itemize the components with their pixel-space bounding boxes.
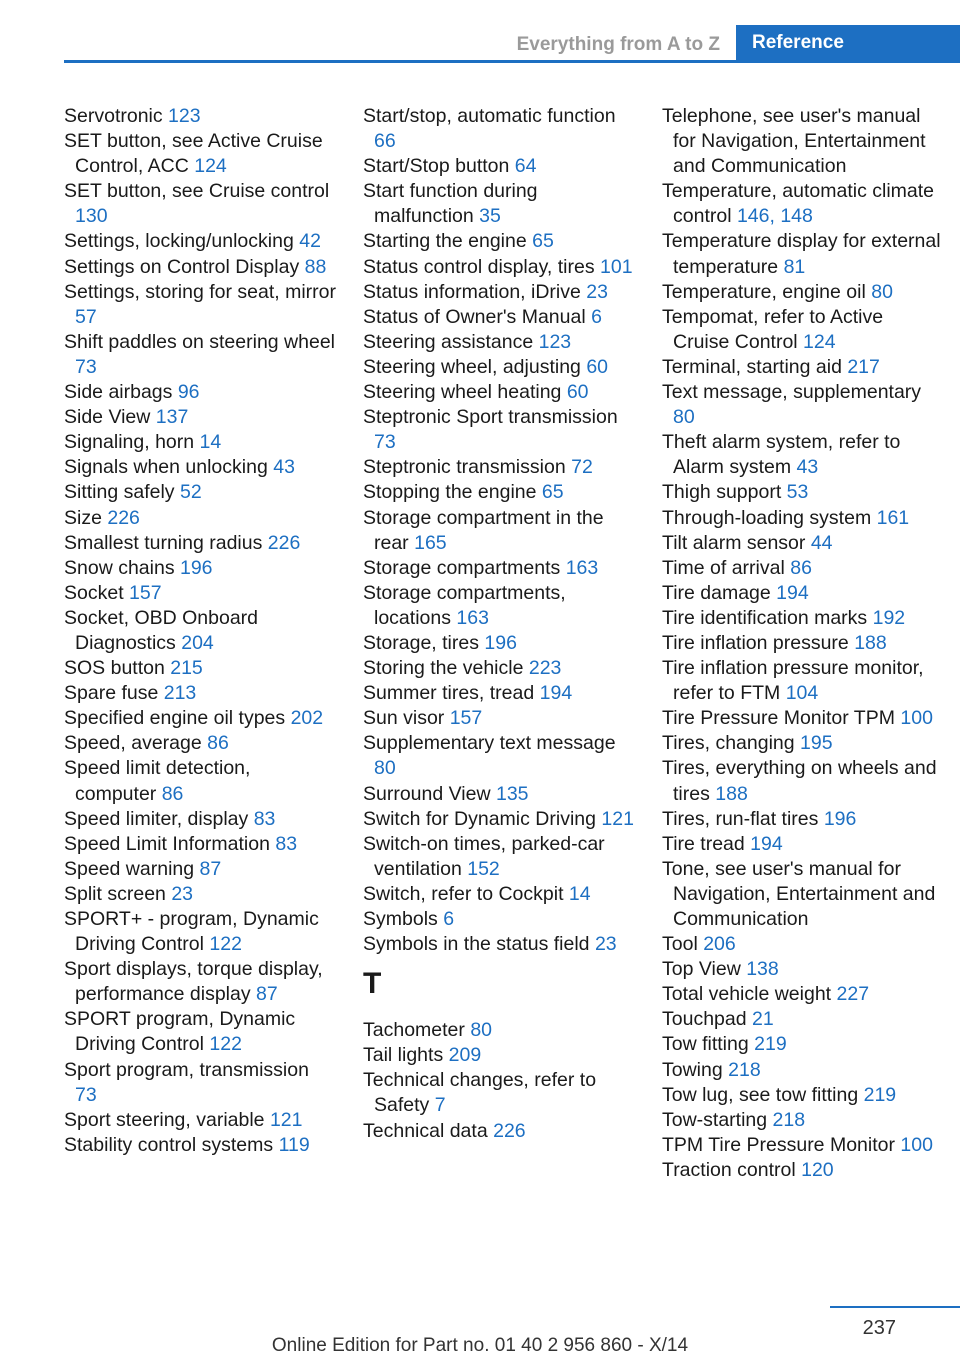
index-entry [363,882,638,907]
index-entry-term: Tire tread [662,832,751,855]
page-reference-link[interactable]: 73 [374,431,396,454]
page-reference-link[interactable]: 219 [754,1033,787,1056]
page-reference-link[interactable]: 101 [600,255,633,278]
index-entry-term: Touchpad [662,1008,752,1031]
index-entry-term: Tire Pressure Monitor TPM [662,707,901,730]
index-entry-term: Steptronic transmission [363,456,572,479]
index-entry [662,104,944,179]
index-entry [363,1119,638,1144]
index-entry [64,706,336,731]
page-reference-link[interactable]: 227 [836,983,870,1006]
index-entry-term: Status of Owner's Manual [363,305,592,328]
page-reference-link[interactable]: 192 [872,606,906,629]
index-entry [363,380,638,405]
index-entry [64,807,336,832]
index-entry [662,305,944,355]
index-entry [662,380,944,430]
index-entry-term: Tilt alarm sensor [662,531,811,554]
page-reference-link[interactable]: 122 [209,1033,242,1056]
index-entry [64,104,336,129]
index-entry-term: Steptronic Sport transmission [363,406,618,429]
index-entry-term: Text message, supplementary [662,381,922,404]
page-number: 237 [862,1317,896,1339]
index-entry-term: SET button, see Active Cruise Control, ACC [64,130,323,178]
index-entry-term: Tool [662,933,704,956]
index-entry [662,1007,944,1032]
page-reference-link[interactable]: 66 [374,130,396,153]
page-reference-link[interactable]: 60 [586,355,609,378]
page-reference-link[interactable]: 196 [484,631,517,654]
index-entry [662,631,944,656]
page-reference-link[interactable]: 14 [568,882,591,905]
index-entry [662,982,944,1007]
page-reference-link[interactable]: 213 [163,682,197,705]
page-reference-link[interactable]: 196 [179,556,213,579]
page-reference-link[interactable]: 80 [871,280,893,303]
index-entry [662,832,944,857]
page-reference-link[interactable]: 163 [565,556,599,579]
page-reference-link[interactable]: 35 [479,205,501,228]
index-entry-term: Storage compartments, locations [363,581,566,629]
page-reference-link[interactable]: 96 [177,381,200,404]
index-entry [64,380,336,405]
index-entry-term: Signals when unlocking [64,456,274,479]
index-entry-term: Split screen [64,882,172,905]
index-entry-term: Tachometer [363,1019,471,1042]
index-entry [662,581,944,606]
index-entry [64,556,336,581]
index-entry-term: Steering wheel heating [363,381,567,404]
index-entry [363,255,638,280]
index-entry [363,455,638,480]
index-entry [363,731,638,781]
page-header [0,25,960,63]
page-reference-link[interactable]: 57 [75,305,97,328]
page-reference-link[interactable]: 218 [772,1108,806,1131]
page-reference-link[interactable]: 53 [786,481,809,504]
index-entry-term: Time of arrival [662,556,791,579]
page-reference-link[interactable]: 194 [776,581,809,604]
index-entry [662,1133,944,1158]
page-reference-link[interactable]: 73 [75,355,97,378]
page-reference-link[interactable]: 121 [269,1108,303,1131]
page-reference-link[interactable]: 86 [790,556,812,579]
index-entry [662,1083,944,1108]
index-entry [662,1158,944,1183]
index-entry [662,656,944,706]
index-entry [662,531,944,556]
page-reference-link[interactable]: 152 [467,857,500,880]
index-entry-term: Tail lights [363,1044,449,1067]
index-entry-term: Storing the vehicle [363,657,529,680]
page-reference-link[interactable]: 42 [299,230,321,253]
index-entry [662,606,944,631]
page-reference-link[interactable]: 121 [601,807,634,830]
index-entry [64,179,336,229]
index-entry [363,681,638,706]
index-entry-term: Servotronic [64,105,169,127]
page-reference-link[interactable]: 122 [209,933,242,956]
index-entry [64,1007,336,1057]
index-entry [64,1108,336,1133]
page-reference-link[interactable]: 60 [566,381,589,404]
index-entry-term: Terminal, starting aid [662,355,848,378]
index-entry-term: Snow chains [64,556,180,579]
index-entry [363,782,638,807]
page-reference-link[interactable]: 6 [591,305,602,328]
page-reference-link[interactable]: 165 [414,531,447,554]
header-rule [64,60,960,63]
index-entry [64,129,336,179]
index-entry-term: Switch, refer to Cockpit [363,882,569,905]
index-entry-term: Spare fuse [64,682,164,705]
index-entry [64,731,336,756]
page-reference-link[interactable]: 219 [863,1083,897,1106]
page-reference-link[interactable]: 138 [746,958,779,981]
page-reference-link[interactable]: 86 [207,732,229,755]
page-reference-link[interactable]: 100 [900,707,933,730]
page-reference-link[interactable]: 88 [304,255,327,278]
index-entry-term: Signaling, horn [64,431,200,454]
index-entry [662,1058,944,1083]
page-reference-link[interactable]: 226 [107,506,140,529]
page-reference-link[interactable]: 124 [194,155,227,178]
page-reference-link[interactable]: 123 [538,330,572,353]
page-reference-link[interactable]: 195 [800,732,833,755]
index-entry [662,480,944,505]
page-reference-link[interactable]: 86 [161,782,184,805]
index-entry-term: Tow-starting [662,1108,773,1131]
index-entry [662,1108,944,1133]
page-reference-link[interactable]: 194 [539,682,573,705]
index-entry-term: Technical changes, refer to Safety [363,1069,597,1117]
index-entry-term: Top View [662,958,747,981]
index-entry [64,1058,336,1108]
index-entry [64,330,336,380]
section-letter: T [363,967,382,1001]
page-reference-link[interactable]: 146, 148 [736,205,813,228]
index-entry [662,1032,944,1057]
index-entry [363,1018,638,1043]
index-entry-term: Switch-on times, parked-car ventilation [363,832,605,880]
index-entry-term: Sport displays, torque display, performance display [64,958,323,1006]
index-entry-term: Sitting safely [64,481,180,504]
index-entry [662,229,944,279]
page-reference-link[interactable]: 218 [728,1058,761,1081]
index-entry [363,480,638,505]
page-reference-link[interactable]: 157 [449,707,483,730]
page-reference-link[interactable]: 226 [493,1119,526,1142]
page-reference-link[interactable]: 163 [456,606,489,629]
index-entry [662,556,944,581]
page-reference-link[interactable]: 204 [181,631,214,654]
index-entry [662,706,944,731]
page-reference-link[interactable]: 161 [876,506,910,529]
index-entry [64,405,336,430]
index-entry [363,280,638,305]
page-reference-link[interactable]: 80 [374,757,396,780]
index-entry-term: Settings, locking/unlocking [64,230,300,253]
page-reference-link[interactable]: 83 [253,807,276,830]
index-entry [64,455,336,480]
index-entry-term: Tires, everything on wheels and tires [662,757,937,805]
index-entry [662,932,944,957]
index-entry-term: Theft alarm system, refer to Alarm system [662,431,901,479]
index-entry [64,756,336,806]
index-entry [363,807,638,832]
header-section-title: Everything from A to Z [516,34,720,55]
index-entry [363,229,638,254]
page-reference-link[interactable]: 188 [854,631,887,654]
index-entry-term: Telephone, see user's manual for Navigation, Entertainment and Communication [662,105,926,178]
index-entry-term: Speed, average [64,732,208,755]
index-entry [363,1043,638,1068]
index-column-1 [64,104,336,1158]
page-reference-link[interactable]: 43 [796,456,819,479]
page-reference-link[interactable]: 65 [532,230,554,253]
index-entry [363,932,638,957]
index-entry [363,1068,638,1118]
index-entry-term: Total vehicle weight [662,983,837,1006]
page-reference-link[interactable]: 44 [810,531,833,554]
index-entry-term: Tow fitting [662,1033,755,1056]
index-entry [64,531,336,556]
index-entry [64,656,336,681]
page-reference-link[interactable]: 124 [803,330,836,353]
index-entry-term: Side View [64,406,156,429]
index-entry-term: Steering assistance [363,330,539,353]
index-entry-term: Speed limit detection, computer [64,757,251,805]
index-column-3 [662,104,944,1183]
page-reference-link[interactable]: 14 [199,431,222,454]
index-entry [363,104,638,154]
page-reference-link[interactable]: 80 [673,406,695,429]
index-entry-term: Symbols [363,908,444,930]
footer-rule [830,1306,960,1308]
index-entry [363,330,638,355]
page-reference-link[interactable]: 119 [278,1133,310,1156]
index-entry [64,280,336,330]
index-entry-term: Storage, tires [363,631,485,654]
index-entry [662,957,944,982]
index-entry [64,255,336,280]
index-entry [662,857,944,932]
index-entry-term: Side airbags [64,381,178,404]
index-entry-term: Specified engine oil types [64,707,291,730]
index-entry [64,606,336,656]
index-entry-term: Sport program, transmission [64,1058,309,1081]
index-entry-term: Speed limiter, display [64,807,254,830]
page-reference-link[interactable]: 6 [443,908,455,930]
index-entry [363,581,638,631]
index-entry-term: Supplementary text message [363,732,616,755]
index-entry-term: Speed warning [64,857,200,880]
index-entry [64,857,336,882]
index-entry-term: TPM Tire Pressure Monitor [662,1133,901,1156]
page-reference-link[interactable]: 188 [715,782,748,805]
page-reference-link[interactable]: 52 [179,481,202,504]
index-entry-term: SOS button [64,657,171,680]
index-entry-term: Settings, storing for seat, mirror [64,280,337,303]
index-entry-term: Storage compartments [363,556,566,579]
page-reference-link[interactable]: 81 [783,255,806,278]
page-reference-link[interactable]: 157 [129,581,162,604]
index-entry [662,430,944,480]
index-entry [363,656,638,681]
page-reference-link[interactable]: 194 [750,832,783,855]
page-reference-link[interactable]: 83 [275,832,298,855]
edition-footer: Online Edition for Part no. 01 40 2 956 860 - X/14 [271,1335,689,1356]
index-entry [662,280,944,305]
index-entry-term: SPORT+ - program, Dynamic Driving Control [64,908,319,956]
page-reference-link[interactable]: 72 [571,456,593,479]
header-tab-reference: Reference [736,25,960,60]
index-entry [64,1133,336,1158]
page-reference-link[interactable]: 87 [199,857,222,880]
index-entry [363,405,638,455]
index-entry-term: Sun visor [363,707,450,730]
index-entry [363,556,638,581]
index-entry [64,681,336,706]
index-entry-term: Starting the engine [363,230,533,253]
index-entry [662,731,944,756]
index-entry [64,832,336,857]
index-entry-term: Temperature, automatic climate control [662,180,935,228]
index-entry-term: Stopping the engine [363,481,542,504]
page-reference-link[interactable]: 87 [256,983,278,1006]
index-entry [64,430,336,455]
page-reference-link[interactable]: 202 [290,707,324,730]
index-entry-term: Temperature, engine oil [662,280,872,303]
page-reference-link[interactable]: 120 [801,1158,834,1181]
index-entry [64,229,336,254]
index-entry-term: Socket [64,581,130,604]
index-entry-term: Size [64,506,108,529]
index-entry-term: Traction control [662,1158,802,1181]
index-entry [64,957,336,1007]
index-entry [363,506,638,556]
index-entry-term: Tires, run-flat tires [662,807,824,830]
page-reference-link[interactable]: 104 [785,682,819,705]
page-reference-link[interactable]: 65 [541,481,564,504]
page-reference-link[interactable]: 23 [171,882,194,905]
page-reference-link[interactable]: 80 [470,1019,493,1042]
page-reference-link[interactable]: 73 [75,1083,97,1106]
index-entry-term: Towing [662,1058,729,1081]
page-reference-link[interactable]: 137 [155,406,189,429]
index-entry [64,907,336,957]
index-entry-term: Stability control systems [64,1133,279,1156]
index-entry-term: Symbols in the status field [363,933,595,956]
index-entry-term: Thigh support [662,481,787,504]
index-entry-term: Status control display, tires [363,255,600,278]
index-entry [363,154,638,179]
index-entry [64,506,336,531]
page-reference-link[interactable]: 43 [273,456,295,479]
index-entry [64,480,336,505]
index-entry [662,807,944,832]
page-reference-link[interactable]: 223 [528,657,562,680]
index-entry-term: Tone, see user's manual for Navigation, Entertainment and Communication [662,857,936,930]
index-entry-term: Tire inflation pressure monitor, refer to FTM [662,657,924,705]
index-entry [363,179,638,229]
index-entry [363,305,638,330]
page-reference-link[interactable]: 135 [495,782,529,805]
index-entry [64,882,336,907]
index-entry-term: Status information, iDrive [363,280,587,303]
index-entry-term: Start/Stop button [363,155,515,178]
index-entry-term: Through-loading system [662,506,877,529]
page-reference-link[interactable]: 21 [752,1008,774,1031]
page-reference-link[interactable]: 206 [703,933,736,956]
page-reference-link[interactable]: 23 [594,933,617,956]
page-reference-link[interactable]: 209 [448,1044,482,1067]
page-reference-link[interactable]: 226 [267,531,301,554]
index-entry-term: Smallest turning radius [64,531,268,554]
index-entry [363,706,638,731]
page-reference-link[interactable]: 7 [434,1094,446,1117]
index-entry-term: Tow lug, see tow fitting [662,1083,864,1106]
index-entry-term: Sport steering, variable [64,1108,270,1131]
index-entry-term: Technical data [363,1119,494,1142]
page-reference-link[interactable]: 130 [75,205,108,228]
index-entry-term: Shift paddles on steering wheel [64,330,336,353]
index-entry [662,756,944,806]
index-entry [662,355,944,380]
index-entry-term: Switch for Dynamic Driving [363,807,602,830]
index-entry-term: Settings on Control Display [64,255,305,278]
index-entry [64,581,336,606]
page-reference-link[interactable]: 215 [170,657,203,680]
index-entry-term: Temperature display for external temperature [662,230,941,278]
index-entry-term: Socket, OBD Onboard Diagnostics [64,606,259,654]
index-entry-term: Tire identification marks [662,606,873,629]
index-entry [363,355,638,380]
index-entry-term: Tires, changing [662,732,801,755]
index-entry-term: Speed Limit Information [64,832,276,855]
index-entry-term: SPORT program, Dynamic Driving Control [64,1008,296,1056]
page-reference-link[interactable]: 123 [168,105,201,127]
index-entry-term: Tempomat, refer to Active Cruise Control [662,305,884,353]
index-entry [363,631,638,656]
page-reference-link[interactable]: 196 [823,807,857,830]
index-entry-term: Tire damage [662,581,777,604]
index-entry-term: Storage compartment in the rear [363,506,604,554]
index-entry [662,506,944,531]
page-reference-link[interactable]: 100 [900,1133,933,1156]
page-reference-link[interactable]: 217 [847,355,880,378]
index-entry-term: Surround View [363,782,496,805]
index-entry-term: Summer tires, tread [363,682,540,705]
index-entry-term: Steering wheel, adjusting [363,355,587,378]
index-entry [662,179,944,229]
index-entry-term: Tire inflation pressure [662,631,855,654]
index-entry-term: Start/stop, automatic function [363,105,616,127]
index-column-2 [363,104,638,1144]
page-reference-link[interactable]: 64 [514,155,537,178]
index-entry [363,907,638,932]
index-entry [363,832,638,882]
index-entry-term: SET button, see Cruise control [64,180,330,203]
page-reference-link[interactable]: 23 [586,280,608,303]
index-entry-term: Start function during malfunction [363,180,538,228]
